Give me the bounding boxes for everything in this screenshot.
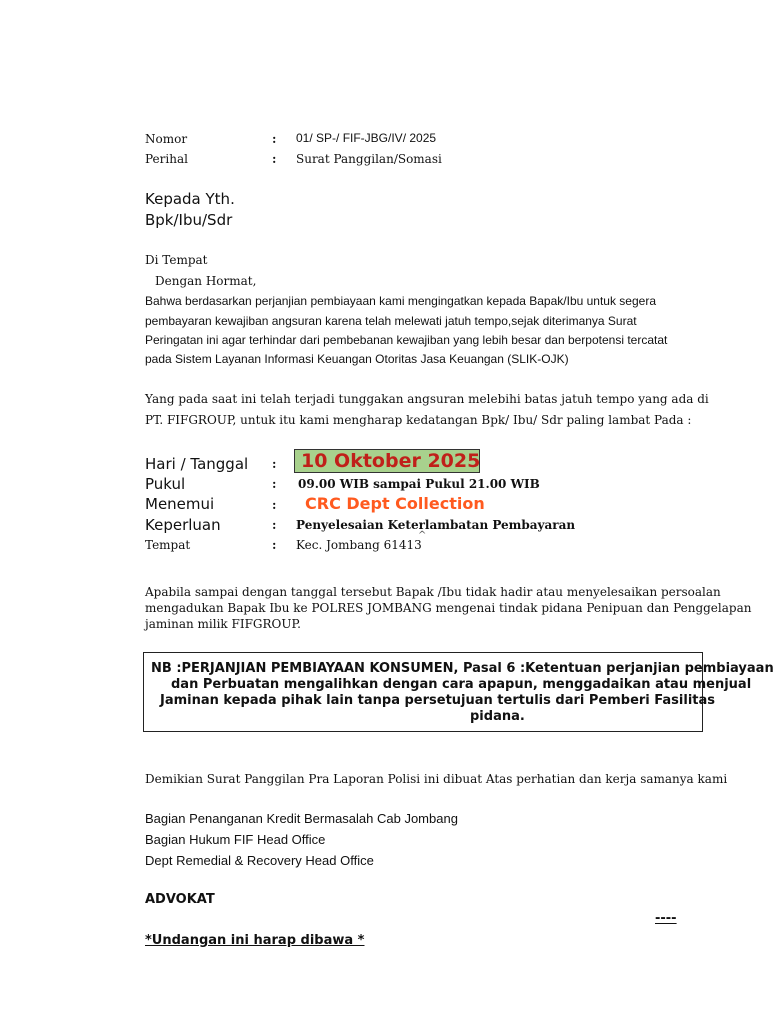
signatory-line: Bagian Penanganan Kredit Bermasalah Cab Jombang xyxy=(145,811,458,826)
signatory-line: Dept Remedial & Recovery Head Office xyxy=(145,853,374,868)
purpose-colon: : xyxy=(272,518,277,532)
para1-line: Peringatan ini agar terhindar dari pembebanan kewajiban yang lebih besar dan berpotensi tercatat xyxy=(145,333,668,347)
purpose-value: Penyelesaian Keterlambatan Pembayaran xyxy=(296,518,576,532)
warning-line: jaminan milik FIFGROUP. xyxy=(145,617,301,631)
purpose-label: Keperluan xyxy=(145,516,221,534)
para1-line: Bahwa berdasarkan perjanjian pembiayaan kami mengingatkan kepada Bapak/Ibu untuk segera xyxy=(145,294,657,308)
date-label: Hari / Tanggal xyxy=(145,455,249,473)
advokat-label: ADVOKAT xyxy=(145,892,215,907)
nomor-label: Nomor xyxy=(145,132,188,146)
signatory-line: Bagian Hukum FIF Head Office xyxy=(145,832,326,847)
addressee-line1: Kepada Yth. xyxy=(145,190,235,208)
meet-label: Menemui xyxy=(145,495,215,513)
nb-line: NB :PERJANJIAN PEMBIAYAAN KONSUMEN, Pasal 6 :Ketentuan perjanjian pembiayaan xyxy=(151,661,774,676)
date-value: 10 Oktober 2025 xyxy=(294,449,480,473)
caret-mark: ^ xyxy=(418,530,427,541)
time-value: 09.00 WIB sampai Pukul 21.00 WIB xyxy=(298,477,540,491)
para1-line: pembayaran kewajiban angsuran karena telah melewati jatuh tempo,sejak diterimanya Surat xyxy=(145,314,637,328)
greeting: Dengan Hormat, xyxy=(155,274,257,288)
nomor-colon: : xyxy=(272,132,277,146)
dash-line: ---- xyxy=(655,911,677,926)
nb-line: Jaminan kepada pihak lain tanpa persetujuan tertulis dari Pemberi Fasilitas xyxy=(160,693,715,708)
perihal-label: Perihal xyxy=(145,152,188,166)
para2-line: Yang pada saat ini telah terjadi tunggakan angsuran melebihi batas jatuh tempo yang ada di xyxy=(145,392,709,406)
nb-line: pidana. xyxy=(470,709,525,724)
date-colon: : xyxy=(272,457,277,471)
nomor-value: 01/ SP-/ FIF-JBG/IV/ 2025 xyxy=(296,131,437,145)
meet-colon: : xyxy=(272,498,277,512)
place-value: Kec. Jombang 61413 xyxy=(296,538,422,552)
warning-line: mengadukan Bapak Ibu ke POLRES JOMBANG mengenai tindak pidana Penipuan dan Penggelapan xyxy=(145,601,752,615)
invitation-note: *Undangan ini harap dibawa * xyxy=(145,933,365,948)
nb-line: dan Perbuatan mengalihkan dengan cara apapun, menggadaikan atau menjual xyxy=(171,677,752,692)
addressee-line2: Bpk/Ibu/Sdr xyxy=(145,211,233,229)
time-colon: : xyxy=(272,477,277,491)
para1-line: pada Sistem Layanan Informasi Keuangan Otoritas Jasa Keuangan (SLIK-OJK) xyxy=(145,352,569,366)
warning-line: Apabila sampai dengan tanggal tersebut Bapak /Ibu tidak hadir atau menyelesaikan persoalan xyxy=(145,585,721,599)
place-label: Tempat xyxy=(145,538,191,552)
para2-line: PT. FIFGROUP, untuk itu kami mengharap kedatangan Bpk/ Ibu/ Sdr paling lambat Pada : xyxy=(145,413,692,427)
time-label: Pukul xyxy=(145,475,186,493)
closing-text: Demikian Surat Panggilan Pra Laporan Polisi ini dibuat Atas perhatian dan kerja samanya kami xyxy=(145,772,728,786)
place-colon: : xyxy=(272,538,277,552)
perihal-colon: : xyxy=(272,152,277,166)
addressee-place: Di Tempat xyxy=(145,253,208,267)
perihal-value: Surat Panggilan/Somasi xyxy=(296,152,442,166)
meet-value: CRC Dept Collection xyxy=(305,494,485,513)
